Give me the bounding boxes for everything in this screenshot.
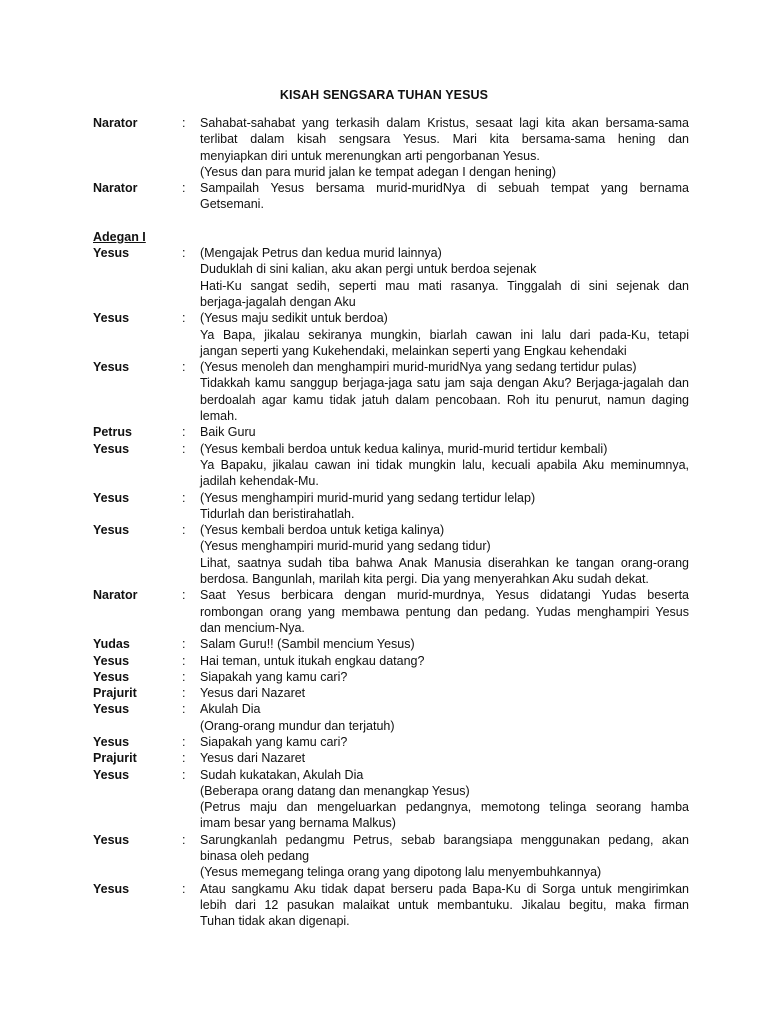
- dialogue-entry: [93, 180, 693, 213]
- text-line: (Yesus menoleh dan menghampiri murid-muridNya yang sedang tertidur pulas): [200, 360, 637, 375]
- dialogue-entry: [93, 587, 693, 636]
- text-line: (Beberapa orang datang dan menangkap Yesus): [200, 783, 470, 798]
- text-line: berjaga-jagalah dengan Aku: [200, 294, 356, 309]
- dialogue-text: [200, 881, 689, 930]
- text-line: imam besar yang bernama Malkus): [200, 816, 396, 831]
- dialogue-text: [200, 522, 689, 587]
- speaker-name: Yesus: [93, 767, 130, 782]
- text-line: berdosa. Bangunlah, marilah kita pergi. Dia yang menyerahkan Aku sudah dekat.: [200, 572, 649, 587]
- colon-separator: :: [182, 523, 186, 538]
- dialogue-text: [200, 490, 689, 523]
- dialogue-text: [200, 685, 689, 701]
- dialogue-entry: [93, 424, 693, 440]
- dialogue-text: [200, 750, 689, 766]
- text-line: lemah.: [200, 409, 238, 424]
- colon-separator: :: [182, 702, 186, 717]
- colon-separator: :: [182, 425, 186, 440]
- dialogue-entry: [93, 490, 693, 523]
- dialogue-text: [200, 115, 689, 180]
- text-line: (Yesus dan para murid jalan ke tempat adegan I dengan hening): [200, 164, 557, 179]
- dialogue-text: [200, 587, 689, 636]
- speaker-name: Narator: [93, 588, 138, 603]
- text-line: (Yesus maju sedikit untuk berdoa): [200, 311, 388, 326]
- text-line: Duduklah di sini kalian, aku akan pergi untuk berdoa sejenak: [200, 262, 537, 277]
- dialogue-text: [200, 734, 689, 750]
- dialogue-text: [200, 701, 689, 734]
- colon-separator: :: [182, 686, 186, 701]
- speaker-name: Prajurit: [93, 686, 137, 701]
- text-line: binasa oleh pedang: [200, 849, 310, 864]
- text-line: Hati-Ku sangat sedih, seperti mau mati rasanya. Tinggalah di sini sejenak dan: [200, 278, 689, 293]
- dialogue-text: [200, 767, 689, 832]
- text-line: Getsemani.: [200, 197, 264, 212]
- text-line: menyiapkan diri untuk merenungkan arti pengorbanan Yesus.: [200, 148, 540, 163]
- speaker-name: Yesus: [93, 881, 130, 896]
- speaker-name: Yesus: [93, 523, 130, 538]
- speaker-name: Yesus: [93, 490, 130, 505]
- scene-heading: Adegan I: [93, 229, 146, 244]
- dialogue-entry: [93, 310, 693, 359]
- speaker-name: Yudas: [93, 637, 130, 652]
- text-line: Lihat, saatnya sudah tiba bahwa Anak Manusia diserahkan ke tangan orang-orang: [200, 555, 689, 570]
- dialogue-entry: [93, 359, 693, 424]
- text-line: (Petrus maju dan mengeluarkan pedangnya, memotong telinga seorang hamba: [200, 800, 689, 815]
- text-line: lebih dari 12 pasukan malaikat untuk membantuku. Jikalau begitu, maka firman: [200, 897, 689, 912]
- text-line: Salam Guru!! (Sambil mencium Yesus): [200, 637, 415, 652]
- script-body: [93, 115, 693, 930]
- text-line: Yesus dari Nazaret: [200, 686, 306, 701]
- text-line: Baik Guru: [200, 425, 256, 440]
- colon-separator: :: [182, 181, 186, 196]
- text-line: Hai teman, untuk itukah engkau datang?: [200, 653, 425, 668]
- text-line: (Yesus kembali berdoa untuk ketiga kalinya): [200, 523, 445, 538]
- text-line: (Yesus menghampiri murid-murid yang sedang tertidur lelap): [200, 490, 536, 505]
- dialogue-text: [200, 245, 689, 310]
- text-line: Sarungkanlah pedangmu Petrus, sebab barangsiapa menggunakan pedang, akan: [200, 832, 689, 847]
- text-line: Yesus dari Nazaret: [200, 751, 306, 766]
- speaker-name: Yesus: [93, 360, 130, 375]
- text-line: Siapakah yang kamu cari?: [200, 734, 348, 749]
- speaker-name: Yesus: [93, 246, 130, 261]
- speaker-name: Yesus: [93, 653, 130, 668]
- colon-separator: :: [182, 311, 186, 326]
- dialogue-entry: [93, 245, 693, 310]
- text-line: Siapakah yang kamu cari?: [200, 669, 348, 684]
- document-title: KISAH SENGSARA TUHAN YESUS: [279, 88, 489, 102]
- text-line: Sahabat-sahabat yang terkasih dalam Kristus, sesaat lagi kita akan bersama-sama: [200, 116, 689, 130]
- text-line: (Yesus memegang telinga orang yang dipotong lalu menyembuhkannya): [200, 865, 602, 880]
- text-line: jadilah kehendak-Mu.: [200, 474, 319, 489]
- speaker-name: Prajurit: [93, 751, 137, 766]
- dialogue-entry: [93, 832, 693, 881]
- dialogue-text: [200, 669, 689, 685]
- colon-separator: :: [182, 637, 186, 652]
- dialogue-text: [200, 653, 689, 669]
- dialogue-entry: [93, 685, 693, 701]
- speaker-name: Yesus: [93, 832, 130, 847]
- dialogue-entry: [93, 734, 693, 750]
- dialogue-entry: [93, 669, 693, 685]
- text-line: Saat Yesus berbicara dengan murid-murdnya, Yesus didatangi Yudas beserta: [200, 588, 689, 603]
- text-line: (Yesus kembali berdoa untuk kedua kalinya, murid-murid tertidur kembali): [200, 441, 608, 456]
- text-line: berdoalah agar kamu tidak jatuh dalam pencobaan. Roh itu penurut, namun daging: [200, 392, 689, 407]
- colon-separator: :: [182, 669, 186, 684]
- dialogue-text: [200, 424, 689, 440]
- colon-separator: :: [182, 751, 186, 766]
- text-line: Tidakkah kamu sanggup berjaga-jaga satu jam saja dengan Aku? Berjaga-jagalah dan: [200, 376, 689, 391]
- colon-separator: :: [182, 441, 186, 456]
- text-line: Tuhan tidak akan digenapi.: [200, 914, 350, 929]
- colon-separator: :: [182, 116, 186, 130]
- text-line: (Orang-orang mundur dan terjatuh): [200, 718, 395, 733]
- dialogue-entry: [93, 522, 693, 587]
- text-line: Sudah kukatakan, Akulah Dia: [200, 767, 364, 782]
- text-line: jangan seperti yang Kukehendaki, melainkan seperti yang Engkau kehendaki: [200, 343, 627, 358]
- speaker-name: Narator: [93, 181, 138, 196]
- speaker-name: Narator: [93, 116, 138, 130]
- colon-separator: :: [182, 490, 186, 505]
- colon-separator: :: [182, 767, 186, 782]
- text-line: Ya Bapa, jikalau sekiranya mungkin, biarlah cawan ini lalu dari pada-Ku, tetapi: [200, 327, 689, 342]
- dialogue-text: [200, 636, 689, 652]
- speaker-name: Yesus: [93, 669, 130, 684]
- dialogue-text: [200, 441, 689, 490]
- dialogue-entry: [93, 653, 693, 669]
- dialogue-entry: [93, 767, 693, 832]
- text-line: dan mencium-Nya.: [200, 620, 305, 635]
- dialogue-entry: [93, 750, 693, 766]
- speaker-name: Yesus: [93, 734, 130, 749]
- colon-separator: :: [182, 832, 186, 847]
- colon-separator: :: [182, 734, 186, 749]
- dialogue-entry: [93, 441, 693, 490]
- colon-separator: :: [182, 653, 186, 668]
- text-line: Akulah Dia: [200, 702, 261, 717]
- dialogue-text: [200, 180, 689, 213]
- colon-separator: :: [182, 881, 186, 896]
- dialogue-text: [200, 832, 689, 881]
- text-line: Ya Bapaku, jikalau cawan ini tidak mungkin lalu, kecuali apabila Aku meminumnya,: [200, 457, 689, 472]
- colon-separator: :: [182, 360, 186, 375]
- text-line: rombongan orang yang membawa pentung dan pedang. Yudas menghampiri Yesus: [200, 604, 689, 619]
- dialogue-entry: [93, 115, 693, 180]
- text-line: Atau sangkamu Aku tidak dapat berseru pada Bapa-Ku di Sorga untuk mengirimkan: [200, 881, 689, 896]
- text-line: (Yesus menghampiri murid-murid yang sedang tidur): [200, 539, 491, 554]
- text-line: Tidurlah dan beristirahatlah.: [200, 506, 355, 521]
- speaker-name: Yesus: [93, 311, 130, 326]
- colon-separator: :: [182, 588, 186, 603]
- speaker-name: Yesus: [93, 441, 130, 456]
- speaker-name: Yesus: [93, 702, 130, 717]
- colon-separator: :: [182, 246, 186, 261]
- speaker-name: Petrus: [93, 425, 132, 440]
- dialogue-text: [200, 359, 689, 424]
- text-line: (Mengajak Petrus dan kedua murid lainnya): [200, 246, 442, 261]
- text-line: Sampailah Yesus bersama murid-muridNya di sebuah tempat yang bernama: [200, 181, 689, 196]
- dialogue-entry: [93, 881, 693, 930]
- dialogue-entry: [93, 636, 693, 652]
- dialogue-entry: [93, 701, 693, 734]
- dialogue-text: [200, 310, 689, 359]
- text-line: terlibat dalam kisah sengsara Yesus. Mari kita bersama-sama hening dan: [200, 132, 689, 147]
